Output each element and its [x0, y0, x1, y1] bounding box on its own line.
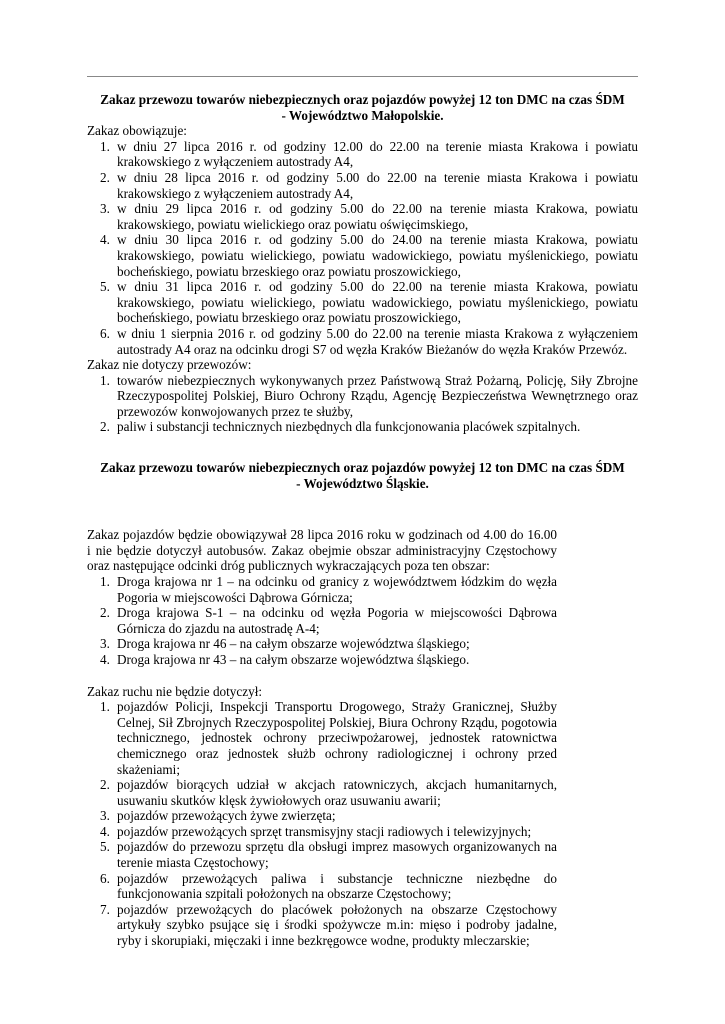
roads-list [87, 574, 638, 668]
list-item: 3. w dniu 29 lipca 2016 r. od godziny 5.00 do 22.00 na terenie miasta Krakowa, powiatu krakowskiego, powiatu wielickiego oraz powiatu oświęcimskiego, [100, 201, 638, 232]
list-item: 1. w dniu 27 lipca 2016 r. od godziny 12.00 do 22.00 na terenie miasta Krakowa i powiatu krakowskiego z wyłączeniem autostrady A4, [100, 138, 638, 170]
list-item: 2. w dniu 28 lipca 2016 r. od godziny 5.00 do 22.00 na terenie miasta Krakowa i powiatu krakowskiego z wyłączeniem autostrady A4, [100, 169, 638, 201]
section-title-line1: Zakaz przewozu towarów niebezpiecznych oraz pojazdów powyżej 12 ton DMC na czas ŚDM [100, 460, 625, 475]
list-item: 4. pojazdów przewożących sprzęt transmisyjny stacji radiowych i telewizyjnych; [100, 823, 532, 839]
list-item: 4. Droga krajowa nr 43 – na całym obszarze województwa śląskiego. [100, 651, 470, 667]
applies-list [87, 139, 638, 357]
list-item: 2. Droga krajowa S-1 – na odcinku od węzła Pogoria w miejscowości Dąbrowa Górnicza do zjazdu na autostradę A-4; [100, 605, 557, 636]
ban-paragraph: Zakaz pojazdów będzie obowiązywał 28 lipca 2016 roku w godzinach od 4.00 do 16.00 i nie będzie dotyczył autobusów. Zakaz obejmie obszar administracyjny Częstochowy oraz następujące odcinki dróg publicznych wykraczających poza ten obszar: [87, 527, 557, 574]
list-item: 3. pojazdów przewożących żywe zwierzęta; [100, 808, 336, 824]
list-item: 2. pojazdów biorących udział w akcjach ratowniczych, akcjach humanitarnych, usuwaniu skutków klęsk żywiołowych oraz usuwaniu awarii; [100, 777, 557, 808]
exempt-list [87, 699, 638, 949]
section-title-line2: - Województwo Śląskie. [296, 475, 429, 491]
list-item: 2. paliw i substancji technicznych niezbędnych dla funkcjonowania placówek szpitalnych. [100, 419, 581, 435]
section-malopolskie [87, 92, 638, 435]
section-slaskie [87, 460, 638, 949]
section-title-line1: Zakaz przewozu towarów niebezpiecznych oraz pojazdów powyżej 12 ton DMC na czas ŚDM [100, 92, 625, 107]
list-item: 1. towarów niebezpiecznych wykonywanych przez Państwową Straż Pożarną, Policję, Siły Zbrojne Rzeczypospolitej Polskiej, Biuro Ochrony Rządu, Agencję Bezpieczeństwa Wewnętrznego oraz przewozów konwojowanych przez te służby, [100, 372, 638, 419]
list-item: 3. Droga krajowa nr 46 – na całym obszarze województwa śląskiego; [100, 636, 470, 652]
list-item: 7. pojazdów przewożących do placówek położonych na obszarze Częstochowy artykuły szybko psujące się i środki spożywcze m.in: mięso i podroby jadalne, ryby i skorupiaki, mięczaki i inne bezkręgowce wodne, produkty mleczarskie; [100, 901, 557, 949]
list-item: 4. w dniu 30 lipca 2016 r. od godziny 5.00 do 24.00 na terenie miasta Krakowa, powiatu krakowskiego, powiatu wielickiego, powiatu wadowickiego, powiatu myślenickiego, powiatu bocheńskiego, powiatu brzeskiego oraz powiatu proszowickiego, [100, 232, 638, 279]
applies-label: Zakaz obowiązuje: [87, 123, 187, 139]
list-item: 5. w dniu 31 lipca 2016 r. od godziny 5.00 do 22.00 na terenie miasta Krakowa, powiatu krakowskiego, powiatu wielickiego, powiatu wadowickiego, powiatu myślenickiego, powiatu bocheńskiego, powiatu brzeskiego oraz powiatu proszowickiego, [100, 279, 638, 326]
section-title-line2: - Województwo Małopolskie. [281, 107, 444, 123]
exempt-list [87, 373, 638, 435]
exempt-label: Zakaz ruchu nie będzie dotyczył: [87, 683, 263, 699]
section-title [87, 92, 638, 123]
list-item: 6. pojazdów przewożących paliwa i substancje techniczne niezbędne do funkcjonowania szpitali położonych na obszarze Częstochowy; [100, 870, 557, 902]
list-item: 6. w dniu 1 sierpnia 2016 r. od godziny 5.00 do 22.00 na terenie miasta Krakowa z wyłączeniem autostrady A4 oraz na odcinku drogi S7 od węzła Kraków Bieżanów do węzła Kraków Przewóz. [100, 325, 638, 357]
exempt-label: Zakaz nie dotyczy przewozów: [87, 357, 252, 373]
section-title [87, 460, 638, 491]
list-item: 1. pojazdów Policji, Inspekcji Transportu Drogowego, Straży Granicznej, Służby Celnej, Sił Zbrojnych Rzeczypospolitej Polskiej, Biura Ochrony Rządu, pogotowia technicznego, jednostek ochrony przeciwpożarowej, jednostek ratownictwa chemicznego oraz jednostek służb ochrony radiologicznej i ochrony przed skażeniami; [100, 699, 557, 777]
top-divider [87, 76, 638, 77]
list-item: 1. Droga krajowa nr 1 – na odcinku od granicy z województwem łódzkim do węzła Pogoria w miejscowości Dąbrowa Górnicza; [100, 573, 557, 605]
list-item: 5. pojazdów do przewozu sprzętu dla obsługi imprez masowych organizowanych na terenie miasta Częstochowy; [100, 839, 557, 871]
